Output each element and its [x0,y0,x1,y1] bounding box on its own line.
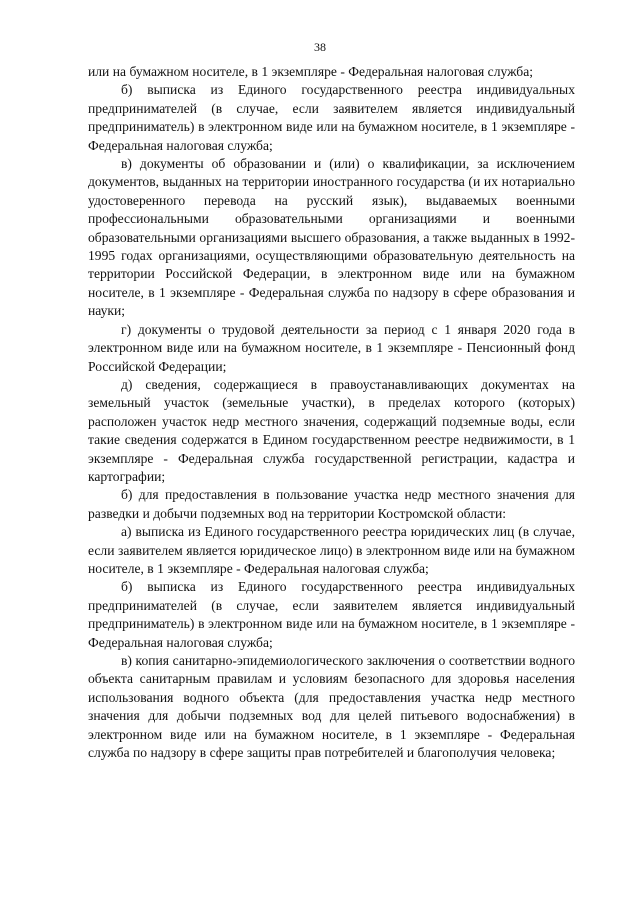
paragraph-item-a-legal-entity-extract: а) выписка из Единого государственного реестра юридических лиц (в случае, если заявителем является юридическое лицо) в электронном виде или на бумажном носителе, в 1 экземпляре - Федеральная налоговая служба; [88,524,575,576]
paragraph-item-b-ip-extract-2: б) выписка из Единого государственного реестра индивидуальных предпринимателей (в случае, если заявителем является индивидуальный предприниматель) в электронном виде или на бумажном носителе, в 1 экземпляре - Федеральная налоговая служба; [88,579,575,650]
paragraph-item-b-ip-extract: б) выписка из Единого государственного реестра индивидуальных предпринимателей (в случае, если заявителем является индивидуальный предприниматель) в электронном виде или на бумажном носителе, в 1 экземпляре - Федеральная налоговая служба; [88,82,575,153]
paragraph-item-d-land-rights-info: д) сведения, содержащиеся в правоустанавливающих документах на земельный участок (земельные участки), в пределах которого (которых) расположен участок недр местного значения, содержащий подземные воды, если такие сведения содержатся в Едином государственном реестре недвижимости, в 1 экземпляре - Федеральная служба государственной регистрации, кадастра и картографии; [88,376,575,484]
page-number: 38 [314,40,326,54]
paragraph-item-g-employment-documents: г) документы о трудовой деятельности за период с 1 января 2020 года в электронном виде или на бумажном носителе, в 1 экземпляре - Пенсионный фонд Российской Федерации; [88,321,575,374]
paragraph-item-v-sanitary-conclusion: в) копия санитарно-эпидемиологического заключения о соответствии водного объекта санитарным правилам и условиям безопасного для здоровья населения использования водного объекта (для предоставления участка недр местного значения для добычи подземных вод для целей питьевого водоснабжения) в электронном виде или на бумажном носителе, в 1 экземпляре - Федеральная служба по надзору в сфере защиты прав потребителей и благополучия человека; [88,653,575,761]
paragraph-section-b-groundwater: б) для предоставления в пользование участка недр местного значения для разведки и добычи подземных вод на территории Костромской области: [88,487,575,521]
document-body [88,63,575,762]
paragraph-continuation: или на бумажном носителе, в 1 экземпляре - Федеральная налоговая служба; [88,64,534,79]
paragraph-item-v-education-documents: в) документы об образовании и (или) о квалификации, за исключением документов, выданных на территории иностранного государства (и их нотариально удостоверенного перевода на русский язык), выдаваемых военными профессиональными образовательными организациями и военными образовательными организациями высшего образования, а также выданных в 1992-1995 годах организациями, осуществляющими образовательную деятельность на территории Российской Федерации, в электронном виде или на бумажном носителе, в 1 экземпляре - Федеральная служба по надзору в сфере образования и науки; [88,156,575,319]
